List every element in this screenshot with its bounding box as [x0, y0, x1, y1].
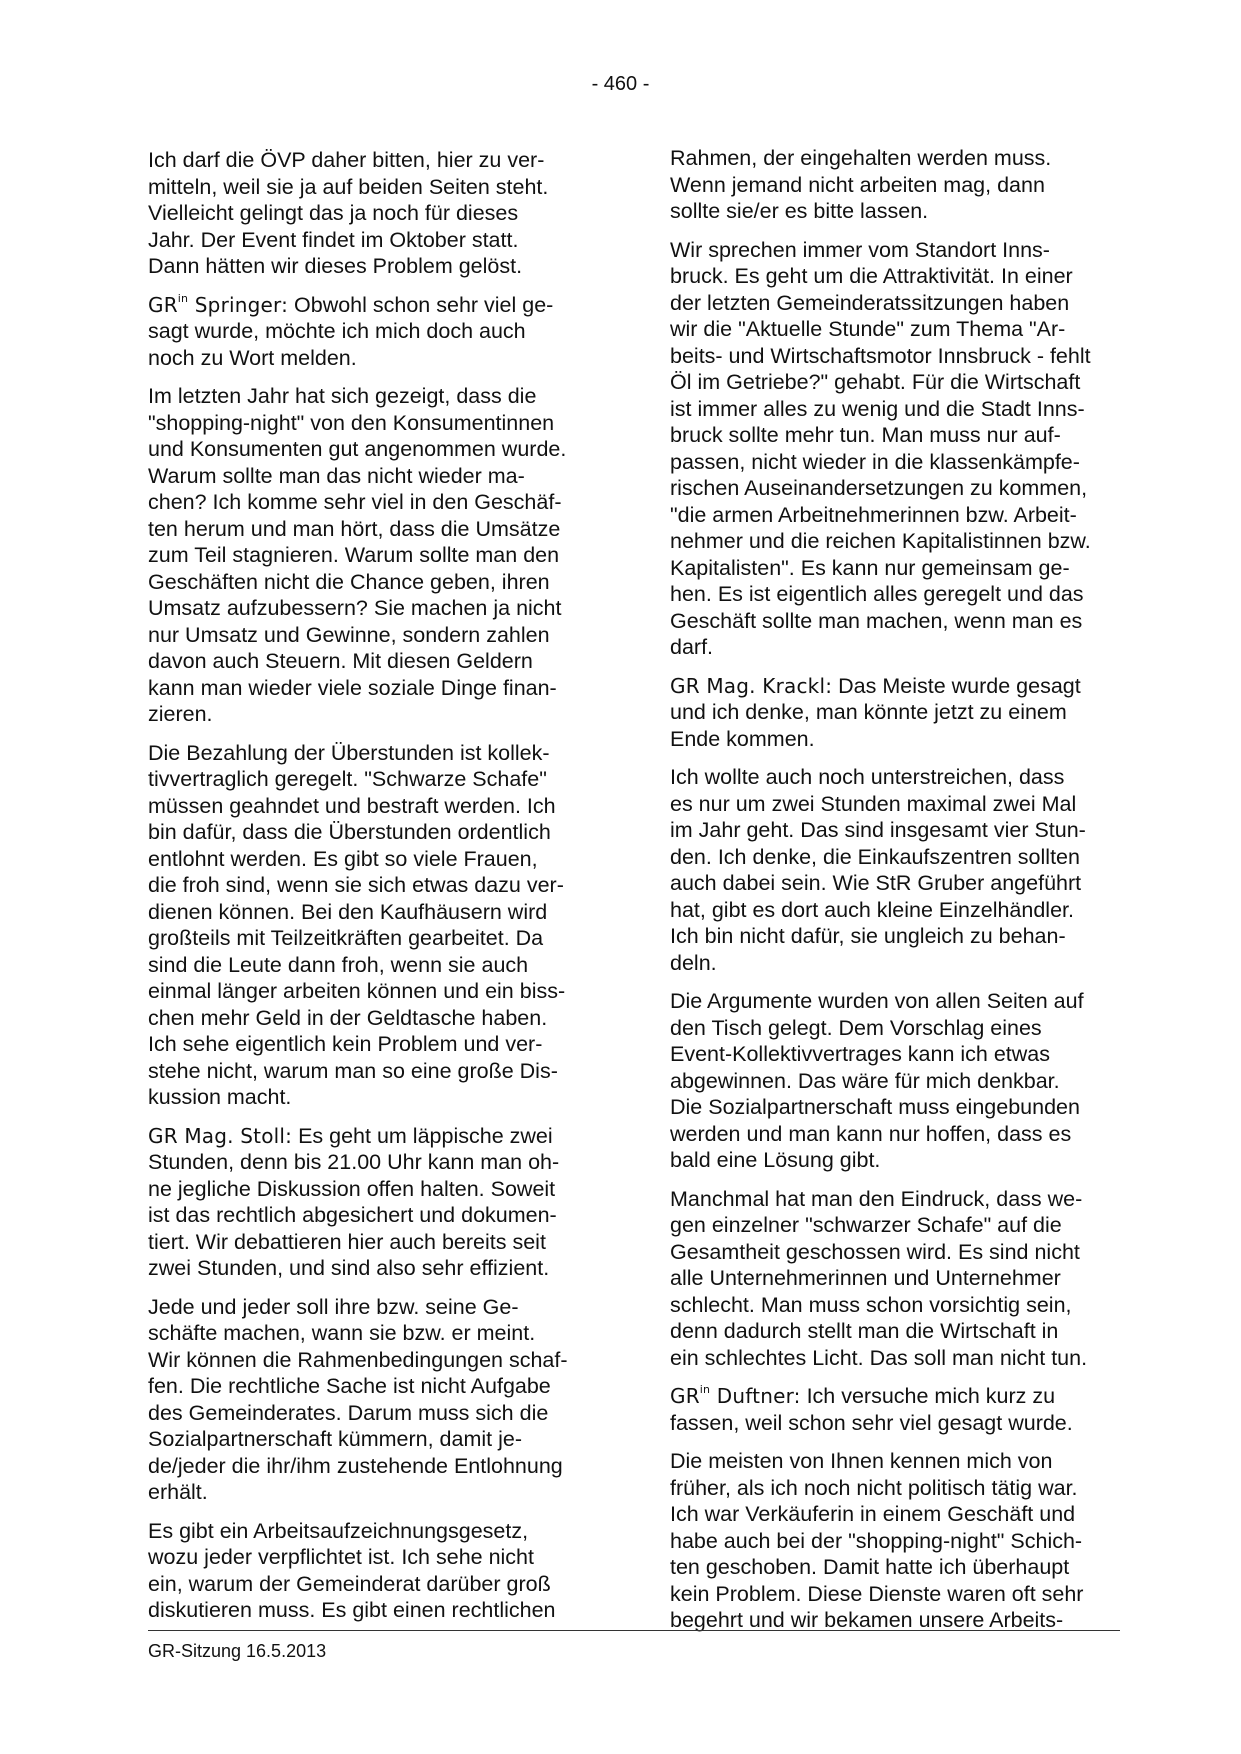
paragraph: Wir sprechen immer vom Standort Inns- bruck. Es geht um die Attraktivität. In einer der letzten Gemeinderatssitzungen haben wir die "Aktuelle Stunde" zum Thema "Ar- beits- und Wirtschaftsmotor Innsbruck - fehlt Öl im Getriebe?" gehabt. Für die Wirtschaft ist immer alles zu wenig und die Stadt Inns- bruck sollte mehr tun. Man muss nur auf- passen, nicht wieder in die klassenkämpfe- rischen Auseinandersetzungen zu kommen, "die armen Arbeitnehmerinnen bzw. Arbeit- nehmer und die reichen Kapitalistinnen bzw. Kapitalisten". Es kann nur gemeinsam ge- hen. Es ist eigentlich alles geregelt und das Geschäft sollte man machen, wenn man es darf.: [670, 237, 1091, 659]
speaker-paragraph: [670, 673, 1115, 753]
footer-session-date: GR-Sitzung 16.5.2013: [148, 1641, 327, 1661]
speaker-name: GR Mag. Krackl:: [670, 673, 833, 698]
paragraph: Rahmen, der eingehalten werden muss. Wenn jemand nicht arbeiten mag, dann sollte sie/er es bitte lassen.: [670, 146, 1052, 223]
paragraph: Jede und jeder soll ihre bzw. seine Ge- schäfte machen, wann sie bzw. er meint. Wir können die Rahmenbedingungen schaf- fen. Die rechtliche Sache ist nicht Aufgabe des Gemeinderates. Darum muss sich die Sozialpartnerschaft kümmern, damit je- de/jeder die ihr/ihm zustehende Entlohnung erhält.: [148, 1294, 568, 1504]
right-column: [670, 145, 1115, 1646]
paragraph: Es gibt ein Arbeitsaufzeichnungsgesetz, wozu jeder verpflichtet ist. Ich sehe nicht ein, warum der Gemeinderat darüber groß diskutieren muss. Es gibt einen rechtlichen: [148, 1518, 556, 1622]
paragraph: Die Argumente wurden von allen Seiten auf den Tisch gelegt. Dem Vorschlag eines Event-Kollektivvertrages kann ich etwas abgewinnen. Das wäre für mich denkbar. Die Sozialpartnerschaft muss eingebunden werden und man kann nur hoffen, dass es bald eine Lösung gibt.: [670, 989, 1084, 1172]
speaker-title: GR: [148, 292, 178, 317]
speaker-paragraph: [670, 1383, 1115, 1436]
speaker-title-suffix: in: [177, 291, 189, 305]
speaker-name: [670, 1384, 801, 1408]
paragraph: Ich wollte auch noch unterstreichen, dass es nur um zwei Stunden maximal zwei Mal im Jahr geht. Das sind insgesamt vier Stun- den. Ich denke, die Einkaufszentren sollten auch dabei sein. Wie StR Gruber angeführt hat, gibt es dort auch kleine Einzelhändler. Ich bin nicht dafür, sie ungleich zu behan- deln.: [670, 765, 1086, 975]
speaker-name: GR Mag. Stoll:: [148, 1123, 293, 1148]
speaker-title: GR: [670, 1384, 700, 1408]
speaker-surname: Springer:: [188, 292, 289, 317]
paragraph: Manchmal hat man den Eindruck, dass we- gen einzelner "schwarzer Schafe" auf die Gesamtheit geschossen wird. Es sind nicht alle Unternehmerinnen und Unternehmer schlecht. Man muss schon vorsichtig sein, denn dadurch stellt man die Wirtschaft in ein schlechtes Licht. Das soll man nicht tun.: [670, 1186, 1088, 1370]
speaker-name: [148, 293, 288, 317]
speaker-title-suffix: in: [699, 1383, 711, 1396]
speaker-surname: Duftner:: [710, 1384, 801, 1408]
speech-text: Ich versuche mich kurz zu fassen, weil schon sehr viel gesagt wurde.: [670, 1384, 1073, 1435]
left-column: [148, 147, 593, 1636]
paragraph: Im letzten Jahr hat sich gezeigt, dass die "shopping-night" von den Konsumentinnen und Konsumenten gut angenommen wurde. Warum sollte man das nicht wieder ma- chen? Ich komme sehr viel in den Geschäf- ten herum und man hört, dass die Umsätze zum Teil stagnieren. Warum sollte man den Geschäften nicht die Chance geben, ihren Umsatz aufzubessern? Sie machen ja nicht nur Umsatz und Gewinne, sondern zahlen davon auch Steuern. Mit diesen Geldern kann man wieder viele soziale Dinge finan- zieren.: [148, 384, 567, 726]
speech-text: Es geht um läppische zwei Stunden, denn bis 21.00 Uhr kann man oh- ne jegliche Diskussion offen halten. Soweit ist das rechtlich abgesichert und dokumen- tiert. Wir debattieren hier auch bereits seit zwei Stunden, und sind also sehr effizient.: [148, 1123, 560, 1280]
page-number: - 460 -: [591, 73, 650, 95]
speaker-paragraph: [148, 292, 593, 372]
paragraph: Die Bezahlung der Überstunden ist kollek- tivvertraglich geregelt. "Schwarze Schafe" müssen geahndet und bestraft werden. Ich bin dafür, dass die Überstunden ordentlich entlohnt werden. Es gibt so viele Frauen, die froh sind, wenn sie sich etwas dazu ver- dienen können. Bei den Kaufhäusern wird großteils mit Teilzeitkräften gearbeitet. Da sind die Leute dann froh, wenn sie auch einmal länger arbeiten können und ein biss- chen mehr Geld in der Geldtasche haben. Ich sehe eigentlich kein Problem und ver- stehe nicht, warum man so eine große Dis- kussion macht.: [148, 740, 566, 1109]
paragraph: Die meisten von Ihnen kennen mich von früher, als ich noch nicht politisch tätig war. Ich war Verkäuferin in einem Geschäft und habe auch bei der "shopping-night" Schich- ten geschoben. Damit hatte ich überhaupt kein Problem. Diese Dienste waren oft sehr begehrt und wir bekamen unsere Arbeits-: [670, 1449, 1084, 1632]
footer-divider: [148, 1630, 1120, 1631]
paragraph: Ich darf die ÖVP daher bitten, hier zu ver- mitteln, weil sie ja auf beiden Seiten steht. Vielleicht gelingt das ja noch für dieses Jahr. Der Event findet im Oktober statt. Dann hätten wir dieses Problem gelöst.: [148, 148, 549, 278]
speech-text: Das Meiste wurde gesagt und ich denke, man könnte jetzt zu einem Ende kommen.: [670, 673, 1081, 751]
speaker-paragraph: [148, 1123, 593, 1282]
speech-text: Obwohl schon sehr viel ge- sagt wurde, möchte ich mich doch auch noch zu Wort melden.: [148, 292, 554, 370]
